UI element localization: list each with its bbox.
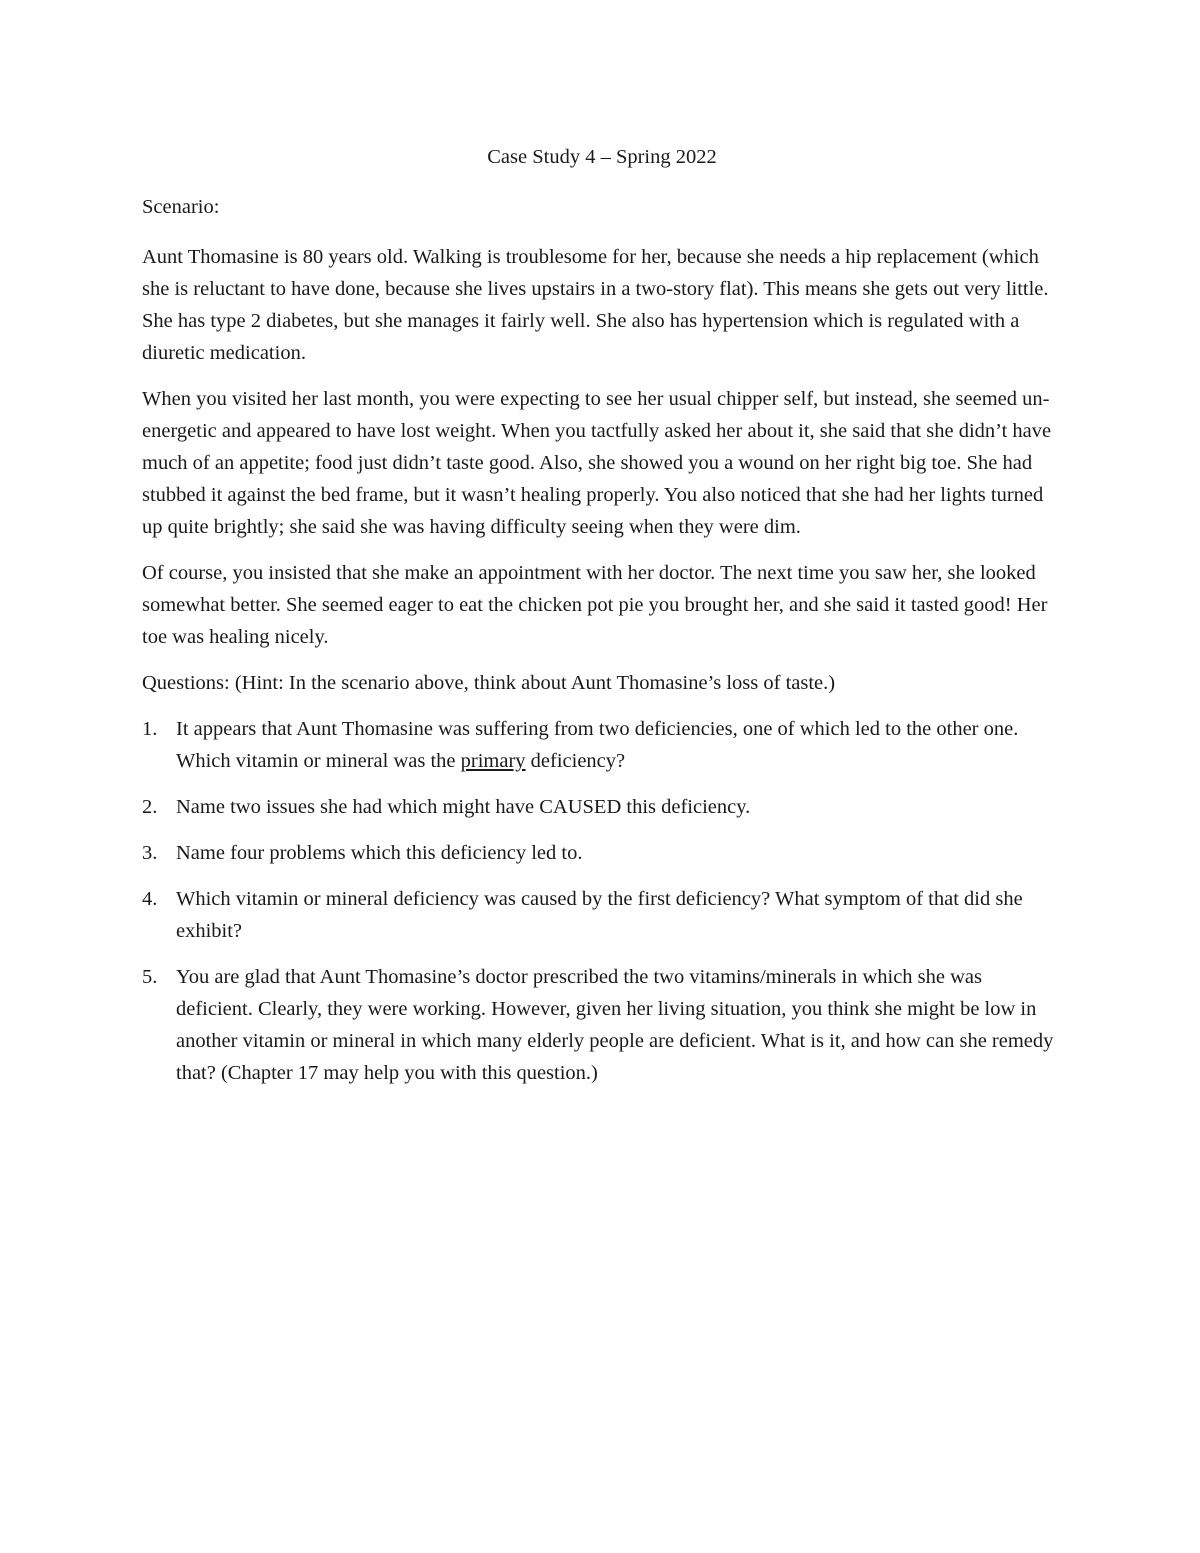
document-content: [142, 141, 1062, 1103]
question-text: Name four problems which this deficiency led to.: [176, 842, 583, 864]
document-title: Case Study 4 – Spring 2022: [487, 146, 717, 168]
question-number: 1.: [142, 718, 158, 740]
question-text: Which vitamin or mineral deficiency was caused by the first deficiency? What symptom of that did she exhibit?: [176, 888, 1023, 942]
question-item-4: [142, 883, 1062, 947]
scenario-paragraph-3: Of course, you insisted that she make an appointment with her doctor. The next time you saw her, she looked somewhat better. She seemed eager to eat the chicken pot pie you brought her, and she said it tasted good! Her toe was healing nicely.: [142, 562, 1048, 648]
question-item-2: [142, 791, 1062, 823]
question-text: You are glad that Aunt Thomasine’s doctor prescribed the two vitamins/minerals in which she was deficient. Clearly, they were working. However, given her living situation, you think she might be low in another vitamin or mineral in which many elderly people are deficient. What is it, and how can she remedy that? (Chapter 17 may help you with this question.): [176, 966, 1054, 1084]
question-text-part: It appears that Aunt Thomasine was suffering from two deficiencies, one of which led to the other one. Which vitamin or mineral was the: [176, 718, 1019, 772]
question-item-1: [142, 713, 1062, 777]
questions-list: [142, 713, 1062, 1089]
scenario-heading: Scenario:: [142, 196, 220, 218]
questions-intro: Questions: (Hint: In the scenario above, think about Aunt Thomasine’s loss of taste.): [142, 672, 836, 694]
question-underlined-word: primary: [460, 750, 526, 772]
scenario-paragraph-2: When you visited her last month, you were expecting to see her usual chipper self, but instead, she seemed un-energetic and appeared to have lost weight. When you tactfully asked her about it, she said that she didn’t have much of an appetite; food just didn’t taste good. Also, she showed you a wound on her right big toe. She had stubbed it against the bed frame, but it wasn’t healing properly. You also noticed that she had her lights turned up quite brightly; she said she was having difficulty seeing when they were dim.: [142, 388, 1052, 538]
question-number: 3.: [142, 842, 158, 864]
question-item-5: [142, 961, 1062, 1089]
question-text-part: deficiency?: [525, 750, 626, 772]
scenario-paragraph-1: Aunt Thomasine is 80 years old. Walking is troublesome for her, because she needs a hip replacement (which she is reluctant to have done, because she lives upstairs in a two-story flat). This means she gets out very little. She has type 2 diabetes, but she manages it fairly well. She also has hypertension which is regulated with a diuretic medication.: [142, 246, 1049, 364]
question-item-3: [142, 837, 1062, 869]
question-number: 2.: [142, 796, 158, 818]
question-text: Name two issues she had which might have CAUSED this deficiency.: [176, 796, 751, 818]
question-number: 5.: [142, 966, 158, 988]
question-number: 4.: [142, 888, 158, 910]
